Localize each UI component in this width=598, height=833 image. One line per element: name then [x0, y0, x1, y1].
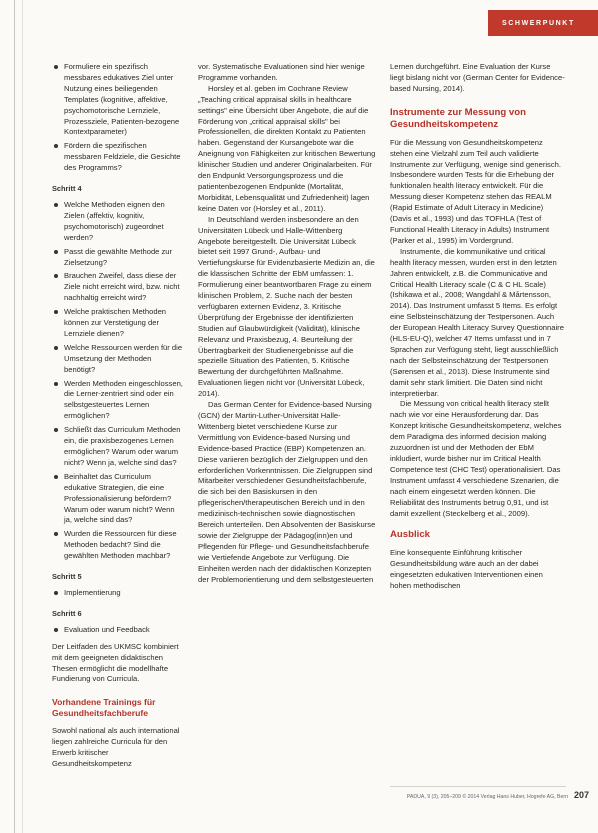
list-item: Formuliere ein spezifisch messbares edukatives Ziel unter Nutzung eines beiliegenden Templates (kognitive, affektive, psychomotorische Lernziele, Prozessziele, Patienten-bezogene Kontextparameter)	[52, 62, 184, 138]
footer-divider	[390, 786, 566, 787]
bullet-icon	[54, 628, 58, 632]
bullet-list-step-6	[52, 625, 184, 636]
list-item: Wurden die Ressourcen für diese Methoden bedacht? Sind die gewählten Methoden machbar?	[52, 529, 184, 562]
step-6-heading: Schritt 6	[52, 608, 82, 618]
bullet-icon	[54, 591, 58, 595]
list-item: Welche Methoden eignen den Zielen (affektiv, kognitiv, psychomotorisch) zugeordnet werden?	[52, 200, 184, 244]
section-heading-outlook: Ausblick	[390, 529, 430, 541]
paragraph: Der Leitfaden des UKMSC kombiniert mit dem geeigneten didaktischen Thesen ermöglicht die modellhafte Fundierung von Curricula.	[52, 641, 179, 684]
paragraph: vor. Systematische Evaluationen sind hier wenige Programme vorhanden.	[198, 62, 365, 82]
bullet-icon	[54, 250, 58, 254]
step-4-heading: Schritt 4	[52, 184, 82, 194]
bullet-list-step-4	[52, 200, 184, 562]
page-binding-edge	[14, 0, 15, 833]
page-number: 207	[574, 790, 590, 800]
paragraph: Instrumente, die kommunikative und critical health literacy messen, wurden erst in den letzten Jahren entwickelt, z.B. die Communicative and Critical Health Literacy scale (C & C HL Scale) (Ishikawa et al., 2008; Wangdahl & Mårtensson, 2014). Das Instrument umfasst 5 Items. Es erfolgt eine Selbsteinschätzung der Testpersonen. Auch der European Health Literacy Survey Questionnaire (HLS-EU-Q), welcher 47 Items umfasst und in 7 Sprachen zur Verfügung steht, liegt ausschließlich nach der Selbsteinschätzung der Testpersonen (Sørensen et al., 2013). Diese Instrumente sind damit sehr stark limitiert. Die Daten sind nicht interpretierbar.	[390, 246, 564, 398]
footer-citation: PADUA, 9 (3), 205–209 © 2014 Verlag Hans Huber, Hogrefe AG, Bern	[406, 794, 568, 800]
bullet-icon	[54, 274, 58, 278]
list-item: Schließt das Curriculum Methoden ein, die praxisbezogenes Lernen ermöglichen? Warum oder warum nicht? Wenn ja, welche sind das?	[52, 425, 184, 469]
paragraph: Horsley et al. geben im Cochrane Review „Teaching critical appraisal skills in healthcare settings" eine Übersicht über Angebote, die auf die Förderung von „critical appraisal skills" bei Professionellen, die direkten Kontakt zu Patienten haben. Gegenstand der Kursangebote war die Aneignung von Fähigkeiten zur kritischen Bewertung klinischer Studien und anderer Originalarbeiten. Für den Endpunkt Versorgungsprozess und die patientenbezogenen Endpunkte (Mortalität, Morbidität, Lebensqualität und Zufriedenheit) lagen keine Daten vor (Horsley et al., 2011).	[198, 83, 376, 213]
list-item: Beinhaltet das Curriculum edukative Strategien, die eine Professionalisierung befördern? Warum oder warum nicht? Wenn ja, welche sind das?	[52, 472, 184, 527]
bullet-list-intro	[52, 62, 184, 174]
bullet-icon	[54, 144, 58, 148]
paragraph: Lernen durchgeführt. Eine Evaluation der Kurse liegt bislang nicht vor (German Center for Evidence-based Nursing, 2014).	[390, 62, 565, 93]
list-item: Welche Ressourcen werden für die Umsetzung der Methoden benötigt?	[52, 343, 184, 376]
paragraph: Die Messung von critical health literacy stellt nach wie vor eine Herausforderung dar. Das Konzept kritische Gesundheitskompetenz, welches dem Paradigma des informed decision making zuzuordnen ist und der Methoden der EbM inkludiert, wurde bisher nur im Critical Health Competence test (CHC Test) operationalisiert. Das Instrument umfasst 4 verschiedene Szenarien, die nach einem eingesetzt werden können. Die Reliabilität des Instruments betrug 0,91, und ist damit exzellent (Steckelberg et al., 2009).	[390, 399, 562, 518]
list-item: Fördern die spezifischen messbaren Feldziele, die Gesichte des Programms?	[52, 141, 184, 174]
column-3	[390, 62, 566, 592]
bullet-icon	[54, 428, 58, 432]
list-item: Werden Methoden eingeschlossen, die Lerner-zentriert sind oder ein selbstgesteuertes Lernen ermöglichen?	[52, 379, 184, 423]
bullet-list-step-5	[52, 588, 184, 599]
bullet-icon	[54, 65, 58, 69]
section-heading-trainings: Vorhandene Trainings für Gesundheitsfachberufe	[52, 697, 156, 719]
section-label-tab	[488, 10, 598, 36]
paragraph: Sowohl national als auch international liegen zahlreiche Curricula für den Erwerb kritischer Gesundheitskompetenz	[52, 726, 180, 769]
step-5-heading: Schritt 5	[52, 572, 82, 582]
bullet-icon	[54, 382, 58, 386]
column-1	[52, 62, 184, 770]
paragraph: Für die Messung von Gesundheitskompetenz stehen eine Vielzahl zum Teil auch validierte Instrumente zur Verfügung, wenige sind generisch. Insbesondere wurden Tests für die Erhebung der funktionalen health literacy entwickelt. Für die Messung dieser Kompetenz stehen das REALM (Rapid Estimate of Adult Literacy in Medicine) (Davis et al., 1993) und das TOFHLA (Test of Functional Health Literacy in Adults) Instrument (Parker et al., 1995) im Vordergrund.	[390, 137, 561, 245]
list-item: Implementierung	[52, 588, 184, 599]
bullet-icon	[54, 532, 58, 536]
column-2	[198, 62, 376, 586]
list-item: Brauchen Zweifel, dass diese der Ziele nicht erreicht wird, bzw. nicht nachhaltig erreicht wird?	[52, 271, 184, 304]
paragraph: Eine konsequente Einführung kritischer Gesundheitsbildung wäre auch an der dabei eingesetzten edukativen Interventionen einen hohen methodischen	[390, 548, 543, 591]
section-label: SCHWERPUNKT	[502, 19, 575, 27]
bullet-icon	[54, 475, 58, 479]
list-item: Welche praktischen Methoden können zur Verstetigung der Lernziele dienen?	[52, 307, 184, 340]
list-item: Evaluation und Feedback	[52, 625, 184, 636]
section-heading-instruments: Instrumente zur Messung von Gesundheitskompetenz	[390, 106, 526, 130]
paragraph: In Deutschland werden insbesondere an den Universitäten Lübeck und Halle-Wittenberg Angebote bereitgestellt. Die Universität Lübeck bietet seit 1997 Grund-, Aufbau- und Vertiefungskurse für Evidenzbasierte Medizin an, die die klassischen Schritte der EbM umfassen: 1. Formulierung einer beantwortbaren Frage zu einem klinischen Problem, 2. Suche nach der besten verfügbaren externen Evidenz, 3. Kritische Überprüfung der Ergebnisse der identifizierten Studien auf Glaubwürdigkeit (Validität), klinische Relevanz und Praxisbezug, 4. Beurteilung der Übertragbarkeit der Studienergebnisse auf die spezielle Situation des Patienten, 5. Kritische Bewertung der durchgeführten Maßnahme. Evaluationen liegen nicht vor (Universität Lübeck, 2014).	[198, 214, 375, 399]
bullet-icon	[54, 346, 58, 350]
page-binding-shadow	[22, 0, 23, 833]
bullet-icon	[54, 310, 58, 314]
paragraph: Das German Center for Evidence-based Nursing (GCN) der Martin-Luther-Universität Halle-Wittenberg bietet verschiedene Kurse zur Vermittlung von Evidence-based Nursing und Evidence-based Practice (EBP) Kompetenzen an. Diese variieren bezüglich der Zielgruppen und den erforderlichen Vorkenntnissen. Die Zielgruppen sind Mitarbeiter verschiedener Gesundheitsfachberufe, die sich bei den Basiskursen in den pflegerischen/therapeutischen Bereich und in den medizinisch-technischen sowie diagnostischen Bereich unterteilen. Den Absolventen der Basiskurse sowie der Zielgruppe der Pädagog(inn)en und Pflegenden für Pflege- und Gesundheitsfachberufe wie Vertiefende Angebote zur Verfügung. Die Einheiten werden nach der didaktischen Konzepten der Problemorientierung und dem selbstgesteuerten	[198, 400, 376, 584]
bullet-icon	[54, 203, 58, 207]
list-item: Passt die gewählte Methode zur Zielsetzung?	[52, 247, 184, 269]
